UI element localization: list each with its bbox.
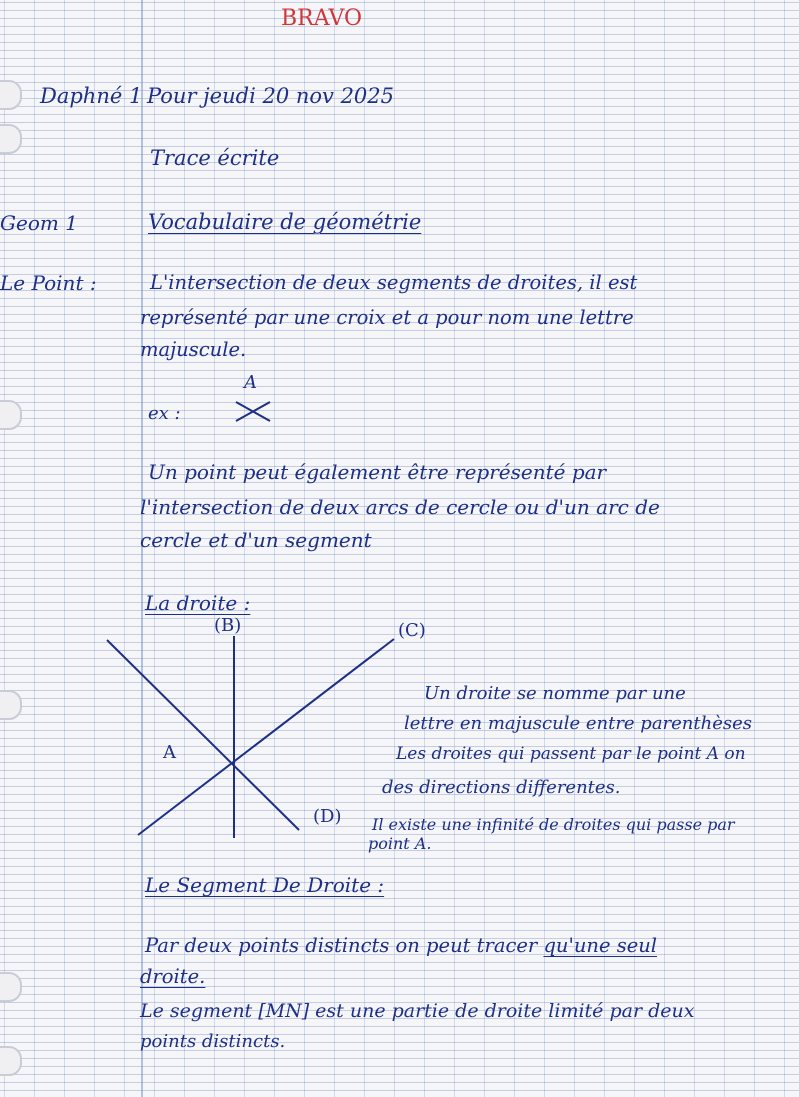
line-explanation: lettre en majuscule entre parenthèses [404, 713, 753, 734]
example-point-letter: A [244, 372, 257, 393]
point-paragraph-line: l'intersection de deux arcs de cercle ou d'un arc de [140, 495, 660, 519]
point-paragraph-line: Un point peut également être représenté par [148, 460, 607, 484]
line-c [138, 639, 394, 835]
line-explanation: Un droite se nomme par une [424, 683, 686, 704]
line-c-label: (C) [398, 620, 426, 641]
segment-line: Le segment [MN] est une partie de droite limité par deux [140, 1000, 695, 1022]
student-name: Daphné 1 [40, 84, 143, 108]
chapter-title: Vocabulaire de géométrie [148, 210, 422, 234]
segment-heading: Le Segment De Droite : [145, 873, 385, 897]
line-explanation: des directions differentes. [382, 777, 621, 798]
page-title: Trace écrite [150, 146, 280, 170]
example-label: ex : [148, 403, 181, 424]
segment-underlined-text: droite. [140, 965, 206, 988]
line-b-label: (B) [214, 615, 242, 636]
point-definition-line: majuscule. [140, 338, 247, 361]
line-explanation: point A. [368, 834, 432, 853]
grade-annotation: BRAVO [281, 6, 363, 31]
segment-line: Par deux points distincts on peut tracer qu'une seul [145, 934, 658, 957]
point-paragraph-line: cercle et d'un segment [140, 528, 372, 552]
due-date: Pour jeudi 20 nov 2025 [147, 84, 395, 108]
intersection-point-label: A [163, 742, 176, 763]
chapter-label: Geom 1 [0, 211, 78, 235]
line-heading: La droite : [145, 591, 251, 615]
point-label: Le Point : [0, 271, 97, 295]
segment-underlined-text: qu'une seul [543, 934, 658, 957]
point-definition-line: représenté par une croix et a pour nom une lettre [140, 306, 634, 329]
line-explanation: Les droites qui passent par le point A on [396, 744, 746, 764]
segment-line: points distincts. [140, 1031, 286, 1052]
line-d-label: (D) [313, 806, 342, 827]
point-definition-line: L'intersection de deux segments de droites, il est [150, 271, 638, 294]
line-explanation: Il existe une infinité de droites qui passe par [372, 815, 735, 834]
